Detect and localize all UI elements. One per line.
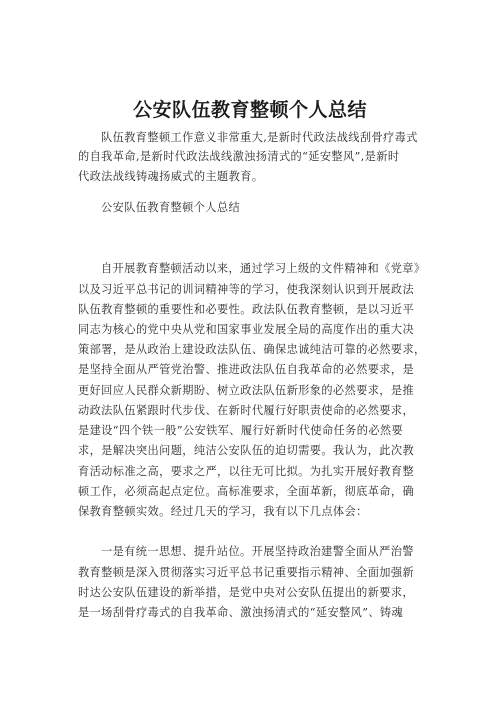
point-line: 一是有统一思想、提升站位。开展坚持政治建警全面从严治警	[101, 545, 414, 558]
body-line: 育活动标准之高，要求之严，以往无可比拟。为扎实开展好教育整	[78, 465, 415, 478]
body-line: 同志为核心的党中央从党和国家事业发展全局的高度作出的重大决	[78, 323, 415, 336]
body-line: 以及习近平总书记的训词精神等的学习，使我深刻认识到开展政法	[78, 283, 415, 296]
document-subtitle: 公安队伍教育整顿个人总结	[101, 201, 241, 214]
body-line: 是建设“四个铁一般”公安铁军、履行好新时代使命任务的必然要	[78, 424, 404, 437]
point-line: 是一场刮骨疗毒式的自我革命、激浊扬清式的“延安整风”、铸魂	[78, 606, 404, 619]
body-line: 队伍教育整顿的重要性和必要性。政法队伍教育整顿，是以习近平	[78, 303, 415, 316]
body-line: 动政法队伍紧跟时代步伐、在新时代履行好职责使命的必然要求，	[78, 404, 415, 417]
body-line: 策部署，是从政治上建设政法队伍、确保忠诚纯洁可靠的必然要求，	[78, 343, 426, 356]
body-line: 自开展教育整顿活动以来，通过学习上级的文件精神和《党章》	[101, 262, 426, 275]
document-title: 公安队伍教育整顿个人总结	[132, 99, 367, 121]
body-line: 更好回应人民群众新期盼、树立政法队伍新形象的必然要求，是推	[78, 384, 415, 397]
intro-line: 代政法战线铸魂扬威式的主题教育。	[78, 170, 264, 183]
body-line: 保教育整顿实效。经过几天的学习，我有以下几点体会：	[78, 505, 368, 518]
intro-line: 的自我革命,是新时代政法战线激浊扬清式的“延安整风”,是新时	[78, 150, 400, 163]
intro-line: 队伍教育整顿工作意义非常重大,是新时代政法战线刮骨疗毒式	[101, 131, 418, 144]
point-line: 教育整顿是深入贯彻落实习近平总书记重要指示精神、全面加强新	[78, 566, 415, 579]
body-line: 顿工作，必须高起点定位。高标准要求，全面革新，彻底革命，确	[78, 485, 415, 498]
point-line: 时达公安队伍建设的新举措，是党中央对公安队伍提出的新要求，	[78, 586, 415, 599]
body-line: 求，是解决突出问题，纯洁公安队伍的迫切需要。我认为，此次教	[78, 444, 415, 457]
body-line: 是坚持全面从严管党治警、推进政法队伍自我革命的必然要求，是	[78, 363, 415, 376]
